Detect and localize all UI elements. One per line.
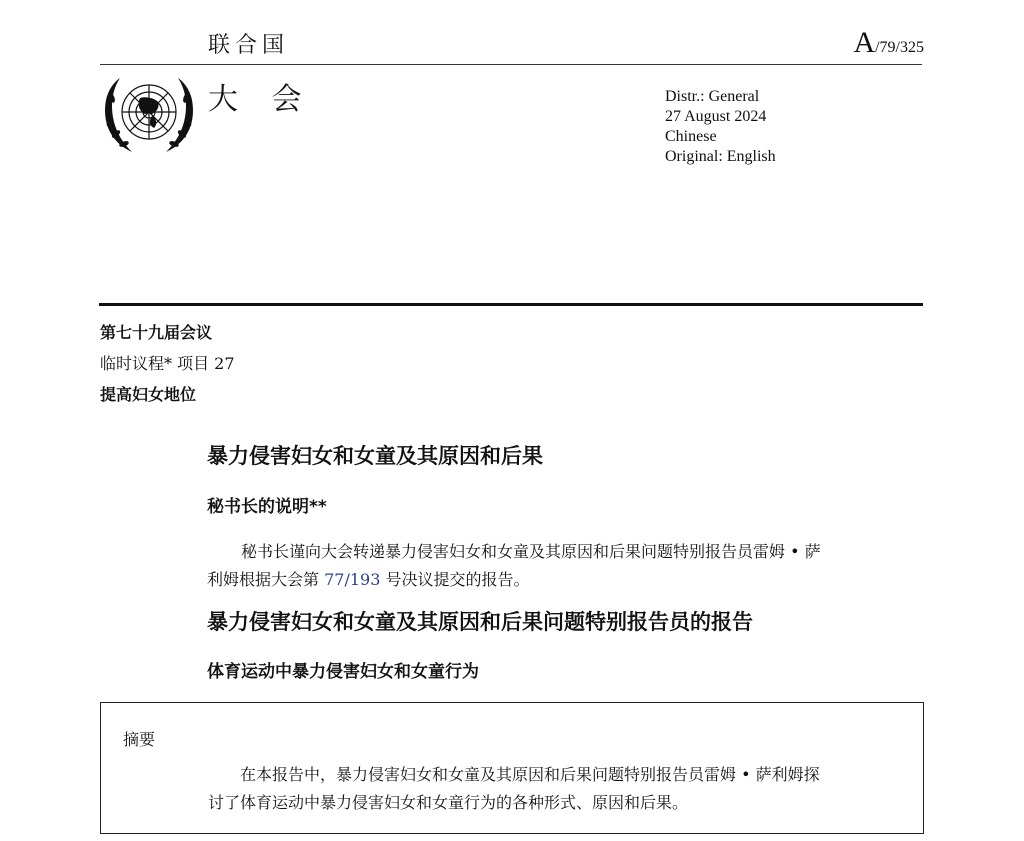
report-title: 暴力侵害妇女和女童及其原因和后果问题特别报告员的报告 — [207, 610, 753, 634]
document-symbol-prefix: A — [853, 26, 876, 59]
header-rule — [100, 64, 922, 65]
transmittal-paragraph — [207, 538, 827, 594]
summary-label: 摘要 — [123, 730, 156, 749]
original-language: Original: English — [665, 148, 776, 165]
document-symbol-number: /79/325 — [875, 39, 924, 56]
transmittal-text-start: 秘书长谨向大会转递暴力侵害妇女和女童及其原因和后果问题特别报告员雷姆 • 萨利姆根据大会第 — [207, 542, 821, 589]
resolution-link[interactable]: 77/193 — [324, 570, 381, 589]
session-title: 第七十九届会议 — [100, 323, 213, 342]
report-subtitle: 体育运动中暴力侵害妇女和女童行为 — [207, 662, 479, 682]
agenda-item: 临时议程* 项目 27 — [100, 354, 235, 373]
distribution-type: Distr.: General — [665, 88, 760, 105]
summary-text: 在本报告中，暴力侵害妇女和女童及其原因和后果问题特别报告员雷姆 • 萨利姆探讨了体育运动中暴力侵害妇女和女童行为的各种形式、原因和后果。 — [208, 765, 820, 812]
note-heading: 秘书长的说明** — [207, 497, 327, 517]
transmittal-text-end: 号决议提交的报告。 — [380, 570, 530, 589]
body-name: 大 会 — [208, 82, 314, 117]
section-divider — [99, 303, 923, 306]
document-date: 27 August 2024 — [665, 108, 767, 125]
un-emblem-icon — [100, 72, 198, 156]
document-language: Chinese — [665, 128, 717, 145]
agenda-item-title: 提高妇女地位 — [100, 385, 197, 404]
document-symbol — [853, 26, 924, 60]
summary-box — [100, 702, 924, 834]
organization-name: 联合国 — [208, 33, 290, 58]
distribution-block — [665, 87, 776, 167]
document-title: 暴力侵害妇女和女童及其原因和后果 — [207, 444, 543, 468]
